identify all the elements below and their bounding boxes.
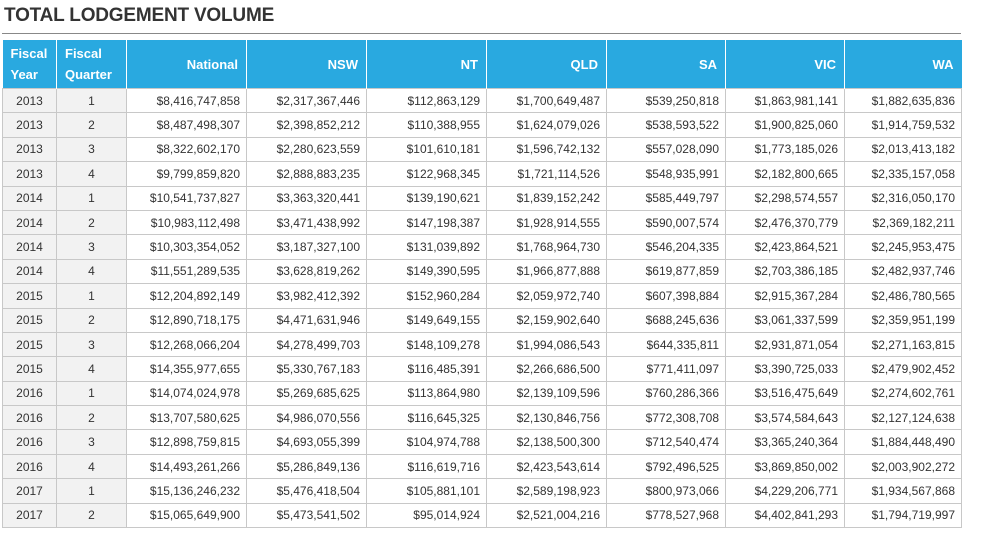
cell-quarter: 4 <box>57 454 127 478</box>
cell-quarter: 3 <box>57 332 127 356</box>
table-row <box>3 454 962 478</box>
table-row <box>3 381 962 405</box>
cell-wa: $2,335,157,058 <box>845 162 962 186</box>
cell-wa: $1,884,448,490 <box>845 430 962 454</box>
cell-national: $13,707,580,625 <box>127 406 247 430</box>
cell-nsw: $3,363,320,441 <box>247 186 367 210</box>
cell-vic: $1,773,185,026 <box>726 137 845 161</box>
cell-sa: $771,411,097 <box>607 357 726 381</box>
cell-national: $14,074,024,978 <box>127 381 247 405</box>
cell-national: $14,355,977,655 <box>127 357 247 381</box>
cell-sa: $644,335,811 <box>607 332 726 356</box>
header-nt: NT <box>367 40 487 89</box>
cell-sa: $688,245,636 <box>607 308 726 332</box>
cell-national: $12,890,718,175 <box>127 308 247 332</box>
cell-sa: $538,593,522 <box>607 113 726 137</box>
cell-qld: $2,159,902,640 <box>487 308 607 332</box>
cell-vic: $2,703,386,185 <box>726 259 845 283</box>
cell-qld: $1,966,877,888 <box>487 259 607 283</box>
cell-nsw: $4,693,055,399 <box>247 430 367 454</box>
cell-year: 2014 <box>3 210 57 234</box>
cell-nt: $152,960,284 <box>367 284 487 308</box>
cell-wa: $1,882,635,836 <box>845 89 962 113</box>
cell-nt: $110,388,955 <box>367 113 487 137</box>
cell-nsw: $2,317,367,446 <box>247 89 367 113</box>
cell-sa: $590,007,574 <box>607 210 726 234</box>
table-row <box>3 137 962 161</box>
cell-nsw: $4,278,499,703 <box>247 332 367 356</box>
cell-national: $9,799,859,820 <box>127 162 247 186</box>
cell-vic: $3,390,725,033 <box>726 357 845 381</box>
cell-sa: $546,204,335 <box>607 235 726 259</box>
cell-year: 2017 <box>3 479 57 503</box>
cell-vic: $3,574,584,643 <box>726 406 845 430</box>
cell-nsw: $3,471,438,992 <box>247 210 367 234</box>
cell-vic: $4,229,206,771 <box>726 479 845 503</box>
cell-vic: $3,516,475,649 <box>726 381 845 405</box>
cell-nsw: $5,286,849,136 <box>247 454 367 478</box>
cell-quarter: 3 <box>57 235 127 259</box>
cell-year: 2013 <box>3 113 57 137</box>
cell-national: $12,204,892,149 <box>127 284 247 308</box>
header-fiscal-quarter <box>57 40 127 89</box>
cell-quarter: 1 <box>57 381 127 405</box>
cell-qld: $1,994,086,543 <box>487 332 607 356</box>
cell-nsw: $3,982,412,392 <box>247 284 367 308</box>
cell-sa: $712,540,474 <box>607 430 726 454</box>
header-line: Quarter <box>65 67 112 82</box>
cell-wa: $2,359,951,199 <box>845 308 962 332</box>
cell-vic: $3,869,850,002 <box>726 454 845 478</box>
cell-quarter: 2 <box>57 406 127 430</box>
cell-quarter: 1 <box>57 186 127 210</box>
cell-year: 2014 <box>3 186 57 210</box>
cell-nt: $116,485,391 <box>367 357 487 381</box>
cell-quarter: 3 <box>57 137 127 161</box>
cell-vic: $1,900,825,060 <box>726 113 845 137</box>
cell-nt: $149,649,155 <box>367 308 487 332</box>
cell-quarter: 4 <box>57 162 127 186</box>
title-divider <box>2 33 961 34</box>
cell-sa: $557,028,090 <box>607 137 726 161</box>
cell-national: $8,487,498,307 <box>127 113 247 137</box>
cell-wa: $2,486,780,565 <box>845 284 962 308</box>
cell-year: 2016 <box>3 430 57 454</box>
cell-year: 2015 <box>3 332 57 356</box>
cell-vic: $2,915,367,284 <box>726 284 845 308</box>
cell-nt: $139,190,621 <box>367 186 487 210</box>
cell-nt: $148,109,278 <box>367 332 487 356</box>
cell-wa: $2,127,124,638 <box>845 406 962 430</box>
cell-sa: $792,496,525 <box>607 454 726 478</box>
cell-nsw: $5,476,418,504 <box>247 479 367 503</box>
cell-nt: $116,619,716 <box>367 454 487 478</box>
header-fiscal-year <box>3 40 57 89</box>
cell-year: 2014 <box>3 259 57 283</box>
cell-national: $10,303,354,052 <box>127 235 247 259</box>
table-row <box>3 186 962 210</box>
table-title: TOTAL LODGEMENT VOLUME <box>4 5 275 26</box>
cell-qld: $2,130,846,756 <box>487 406 607 430</box>
cell-year: 2015 <box>3 308 57 332</box>
cell-nsw: $5,473,541,502 <box>247 503 367 527</box>
cell-nt: $147,198,387 <box>367 210 487 234</box>
cell-nsw: $2,398,852,212 <box>247 113 367 137</box>
cell-national: $12,268,066,204 <box>127 332 247 356</box>
cell-vic: $2,182,800,665 <box>726 162 845 186</box>
table-row <box>3 308 962 332</box>
header-row <box>3 40 962 89</box>
cell-sa: $619,877,859 <box>607 259 726 283</box>
cell-nsw: $2,280,623,559 <box>247 137 367 161</box>
cell-year: 2015 <box>3 357 57 381</box>
table-row <box>3 479 962 503</box>
header-vic: VIC <box>726 40 845 89</box>
table-row <box>3 89 962 113</box>
cell-year: 2013 <box>3 162 57 186</box>
header-sa: SA <box>607 40 726 89</box>
table-row <box>3 332 962 356</box>
cell-qld: $2,266,686,500 <box>487 357 607 381</box>
cell-national: $12,898,759,815 <box>127 430 247 454</box>
cell-sa: $800,973,066 <box>607 479 726 503</box>
header-wa: WA <box>845 40 962 89</box>
cell-year: 2017 <box>3 503 57 527</box>
cell-nt: $101,610,181 <box>367 137 487 161</box>
cell-wa: $2,271,163,815 <box>845 332 962 356</box>
cell-year: 2014 <box>3 235 57 259</box>
table-body <box>3 89 962 528</box>
lodgement-volume-table <box>2 40 962 528</box>
table-row <box>3 210 962 234</box>
table-row <box>3 113 962 137</box>
cell-year: 2013 <box>3 89 57 113</box>
cell-nt: $105,881,101 <box>367 479 487 503</box>
table-row <box>3 235 962 259</box>
table-row <box>3 357 962 381</box>
header-line: Fiscal <box>10 46 48 61</box>
cell-sa: $548,935,991 <box>607 162 726 186</box>
table-row <box>3 406 962 430</box>
cell-quarter: 1 <box>57 89 127 113</box>
cell-nsw: $2,888,883,235 <box>247 162 367 186</box>
cell-qld: $2,059,972,740 <box>487 284 607 308</box>
cell-vic: $2,476,370,779 <box>726 210 845 234</box>
cell-nt: $113,864,980 <box>367 381 487 405</box>
cell-national: $10,983,112,498 <box>127 210 247 234</box>
cell-nt: $112,863,129 <box>367 89 487 113</box>
cell-wa: $2,316,050,170 <box>845 186 962 210</box>
cell-wa: $2,274,602,761 <box>845 381 962 405</box>
cell-wa: $1,934,567,868 <box>845 479 962 503</box>
cell-wa: $2,479,902,452 <box>845 357 962 381</box>
cell-nsw: $5,269,685,625 <box>247 381 367 405</box>
cell-sa: $760,286,366 <box>607 381 726 405</box>
cell-nt: $116,645,325 <box>367 406 487 430</box>
cell-nsw: $3,628,819,262 <box>247 259 367 283</box>
cell-quarter: 2 <box>57 308 127 332</box>
cell-year: 2013 <box>3 137 57 161</box>
cell-vic: $2,931,871,054 <box>726 332 845 356</box>
cell-year: 2016 <box>3 381 57 405</box>
cell-nsw: $5,330,767,183 <box>247 357 367 381</box>
cell-sa: $607,398,884 <box>607 284 726 308</box>
cell-sa: $585,449,797 <box>607 186 726 210</box>
cell-national: $8,322,602,170 <box>127 137 247 161</box>
cell-quarter: 2 <box>57 210 127 234</box>
table-row <box>3 430 962 454</box>
cell-vic: $2,298,574,557 <box>726 186 845 210</box>
cell-qld: $1,839,152,242 <box>487 186 607 210</box>
cell-national: $10,541,737,827 <box>127 186 247 210</box>
cell-vic: $3,365,240,364 <box>726 430 845 454</box>
cell-national: $14,493,261,266 <box>127 454 247 478</box>
cell-qld: $1,596,742,132 <box>487 137 607 161</box>
table-row <box>3 503 962 527</box>
cell-sa: $539,250,818 <box>607 89 726 113</box>
cell-sa: $778,527,968 <box>607 503 726 527</box>
table-row <box>3 162 962 186</box>
cell-nsw: $4,986,070,556 <box>247 406 367 430</box>
cell-qld: $1,624,079,026 <box>487 113 607 137</box>
cell-wa: $2,482,937,746 <box>845 259 962 283</box>
cell-wa: $1,794,719,997 <box>845 503 962 527</box>
header-national: National <box>127 40 247 89</box>
cell-quarter: 3 <box>57 430 127 454</box>
cell-nsw: $3,187,327,100 <box>247 235 367 259</box>
cell-national: $11,551,289,535 <box>127 259 247 283</box>
cell-qld: $2,521,004,216 <box>487 503 607 527</box>
cell-year: 2015 <box>3 284 57 308</box>
cell-nsw: $4,471,631,946 <box>247 308 367 332</box>
cell-vic: $4,402,841,293 <box>726 503 845 527</box>
cell-qld: $1,721,114,526 <box>487 162 607 186</box>
cell-nt: $104,974,788 <box>367 430 487 454</box>
cell-quarter: 1 <box>57 479 127 503</box>
cell-quarter: 1 <box>57 284 127 308</box>
cell-nt: $131,039,892 <box>367 235 487 259</box>
cell-wa: $2,013,413,182 <box>845 137 962 161</box>
cell-year: 2016 <box>3 454 57 478</box>
cell-wa: $2,245,953,475 <box>845 235 962 259</box>
cell-year: 2016 <box>3 406 57 430</box>
header-nsw: NSW <box>247 40 367 89</box>
cell-wa: $1,914,759,532 <box>845 113 962 137</box>
cell-vic: $1,863,981,141 <box>726 89 845 113</box>
cell-wa: $2,369,182,211 <box>845 210 962 234</box>
cell-vic: $2,423,864,521 <box>726 235 845 259</box>
table-row <box>3 259 962 283</box>
header-line: Fiscal <box>65 46 102 61</box>
header-qld: QLD <box>487 40 607 89</box>
cell-nt: $149,390,595 <box>367 259 487 283</box>
cell-qld: $2,139,109,596 <box>487 381 607 405</box>
cell-wa: $2,003,902,272 <box>845 454 962 478</box>
cell-national: $8,416,747,858 <box>127 89 247 113</box>
cell-quarter: 2 <box>57 113 127 137</box>
cell-qld: $2,138,500,300 <box>487 430 607 454</box>
cell-qld: $2,589,198,923 <box>487 479 607 503</box>
cell-qld: $1,768,964,730 <box>487 235 607 259</box>
cell-quarter: 2 <box>57 503 127 527</box>
header-line: Year <box>10 67 38 82</box>
cell-qld: $2,423,543,614 <box>487 454 607 478</box>
cell-nt: $122,968,345 <box>367 162 487 186</box>
cell-sa: $772,308,708 <box>607 406 726 430</box>
cell-quarter: 4 <box>57 357 127 381</box>
table-row <box>3 284 962 308</box>
cell-national: $15,136,246,232 <box>127 479 247 503</box>
cell-vic: $3,061,337,599 <box>726 308 845 332</box>
cell-national: $15,065,649,900 <box>127 503 247 527</box>
cell-nt: $95,014,924 <box>367 503 487 527</box>
cell-qld: $1,700,649,487 <box>487 89 607 113</box>
cell-qld: $1,928,914,555 <box>487 210 607 234</box>
cell-quarter: 4 <box>57 259 127 283</box>
